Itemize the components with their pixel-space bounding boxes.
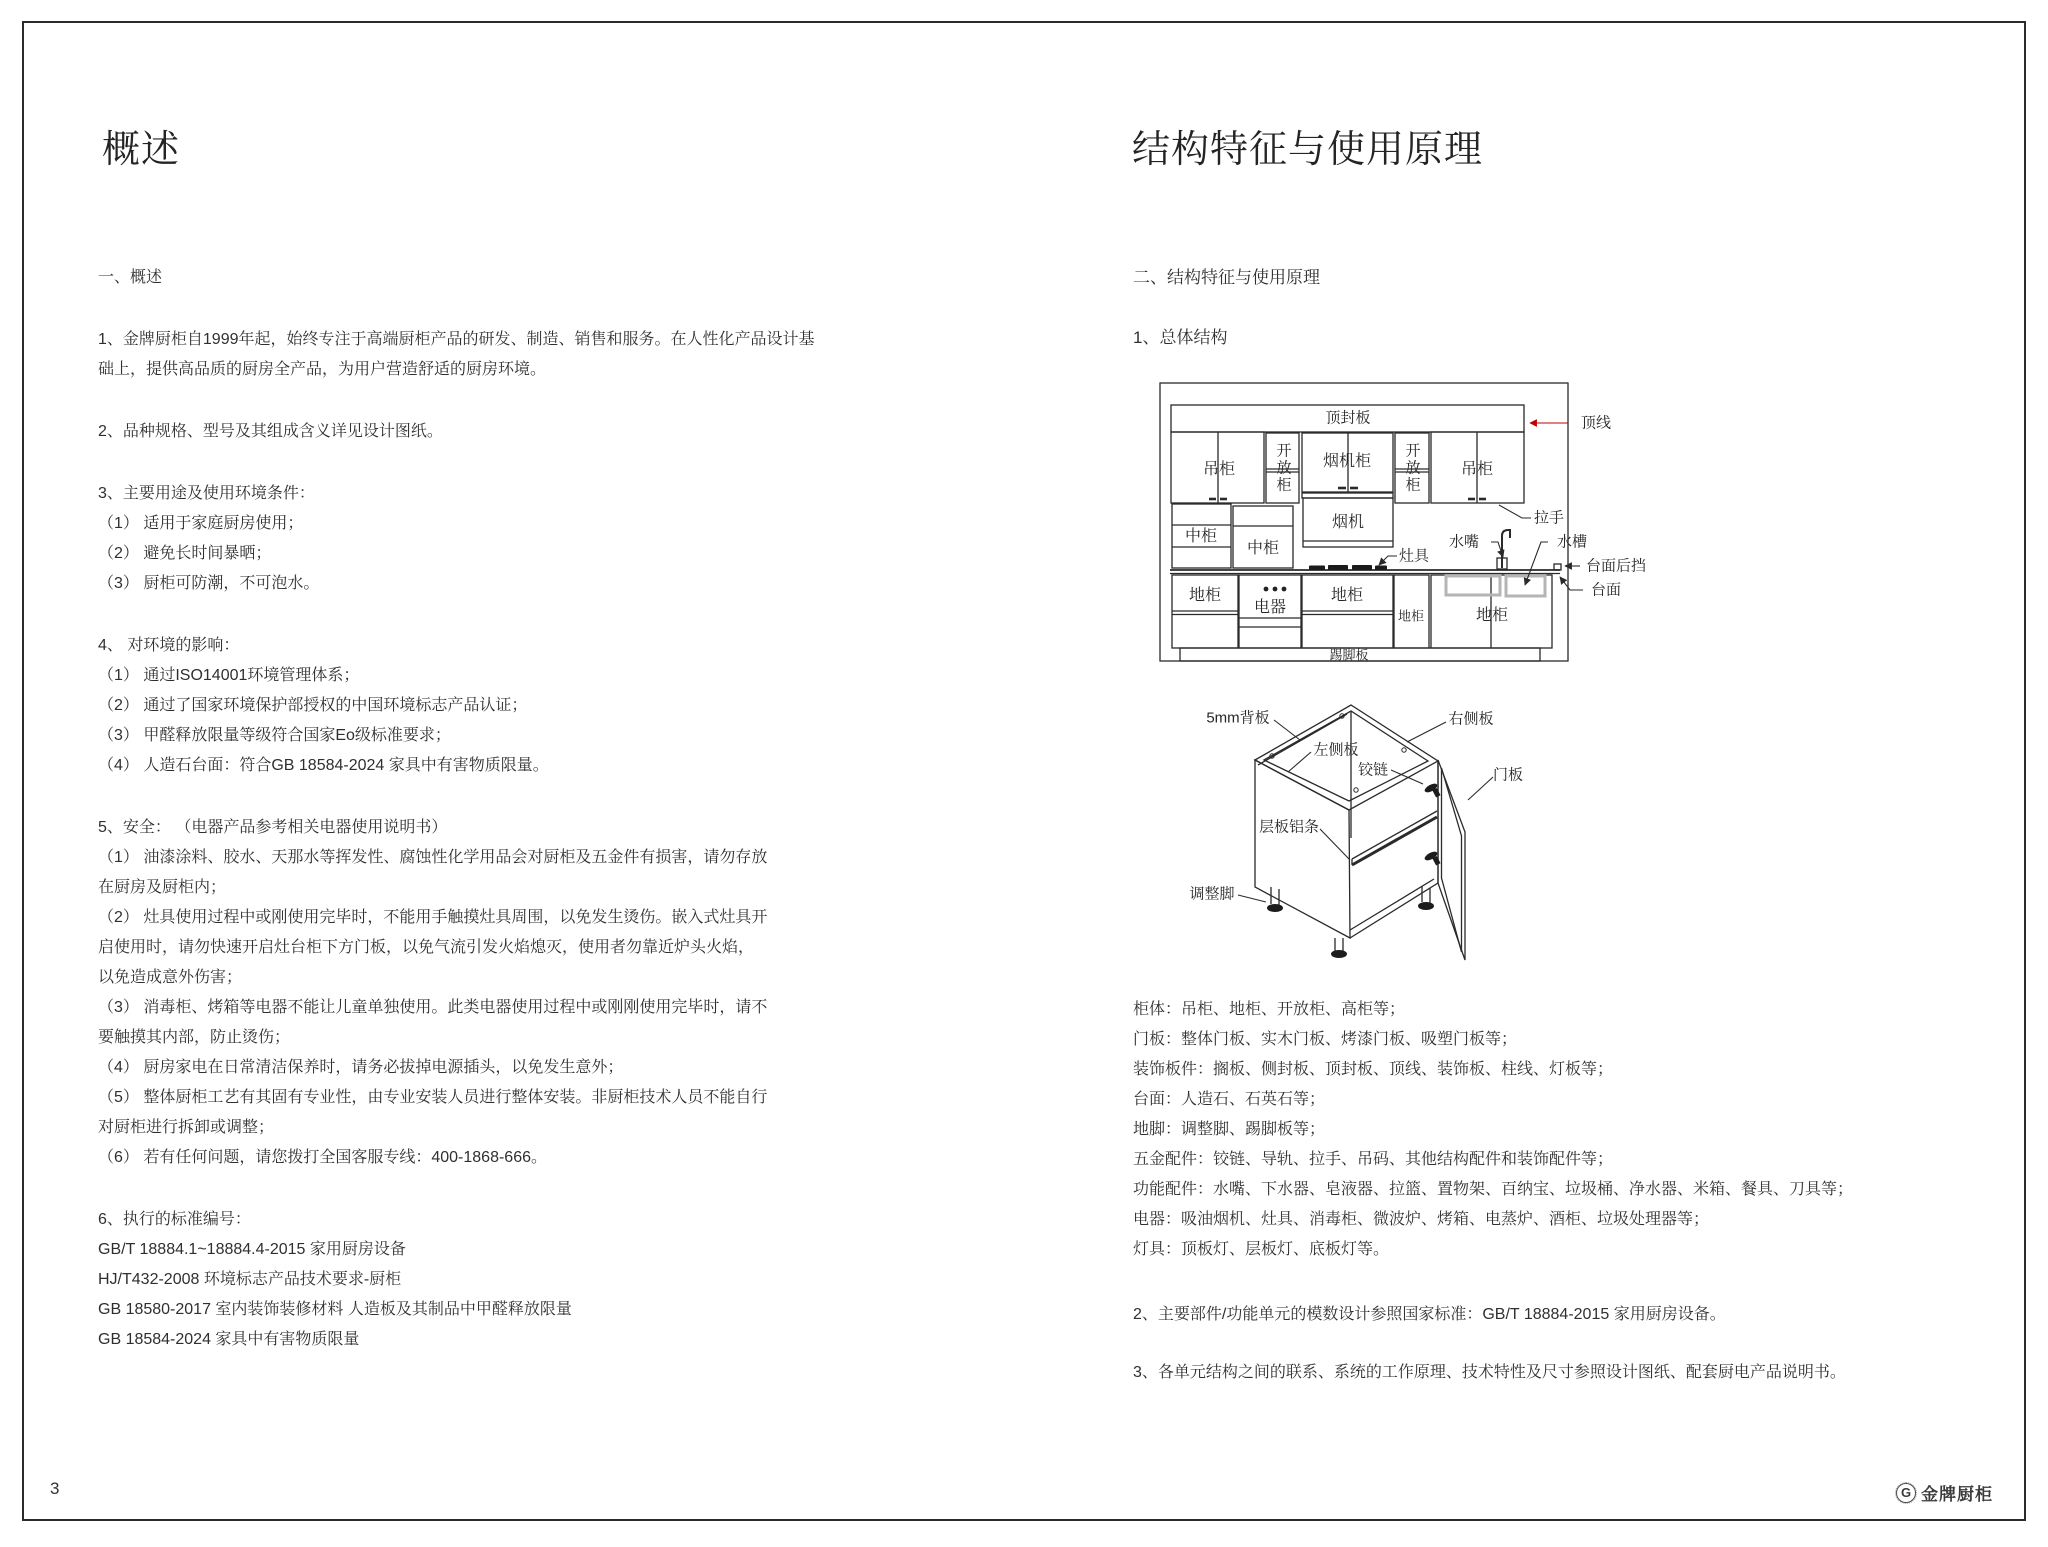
label-top-seal-board: 顶封板 (1325, 409, 1371, 427)
left-paragraph-2 (98, 417, 815, 447)
label-faucet: 水嘴 (1448, 533, 1480, 551)
text-line: 5、安全： （电器产品参考相关电器使用说明书） (98, 819, 448, 836)
text-line: 五金配件：铰链、导轨、拉手、吊码、其他结构配件和装饰配件等； (1133, 1151, 1614, 1168)
text-line: 柜体：吊柜、地柜、开放柜、高柜等； (1133, 1001, 1406, 1018)
label-open-cabinet-right: 开放柜 (1403, 442, 1421, 494)
text-line: 功能配件：水嘴、下水器、皂液器、拉篮、置物架、百纳宝、垃圾桶、净水器、米箱、餐具、刀具等； (1133, 1181, 1854, 1198)
label-base-cabinet-2: 地柜 (1330, 587, 1364, 604)
text-line: 灯具：顶板灯、层板灯、底板灯等。 (1133, 1241, 1390, 1258)
brand-name: 金牌厨柜 (1921, 1485, 1993, 1504)
label-adjustable-foot: 调整脚 (1189, 885, 1235, 903)
text-line: 启使用时，请勿快速开启灶台柜下方门板，以免气流引发火焰熄灭，使用者勿靠近炉头火焰， (98, 939, 755, 956)
left-paragraph-1 (98, 325, 815, 385)
text-line: （2） 通过了国家环境保护部授权的中国环境标志产品认证； (98, 697, 528, 714)
text-line: 台面：人造石、石英石等； (1133, 1091, 1326, 1108)
text-line: 础上，提供高品质的厨房全产品，为用户营造舒适的厨房环境。 (98, 361, 547, 378)
label-base-cabinet-1: 地柜 (1188, 587, 1222, 604)
text-line: （4） 人造石台面：符合GB 18584-2024 家具中有害物质限量。 (98, 757, 549, 774)
label-door-panel: 门板 (1492, 766, 1524, 784)
brand-g-icon: G (1896, 1483, 1916, 1503)
brand-logo (1896, 1480, 1993, 1505)
text-line: 要触摸其内部，防止烫伤； (98, 1029, 291, 1046)
text-line: 在厨房及厨柜内； (98, 879, 227, 896)
text-line: （5） 整体厨柜工艺有其固有专业性，由专业安装人员进行整体安装。非厨柜技术人员不能自行 (98, 1089, 768, 1106)
text-line: （3） 厨柜可防潮，不可泡水。 (98, 575, 320, 592)
text-line: （2） 灶具使用过程中或刚使用完毕时，不能用手触摸灶具周围，以免发生烫伤。嵌入式灶具开 (98, 909, 768, 926)
text-line: （2） 避免长时间暴晒； (98, 545, 272, 562)
text-line: 一、概述 (98, 269, 163, 286)
appliance-knobs (1264, 587, 1287, 592)
text-line: （1） 适用于家庭厨房使用； (98, 515, 304, 532)
right-subsection-overall-structure: 1、总体结构 (1133, 328, 1228, 347)
label-countertop: 台面 (1590, 581, 1622, 599)
text-line: GB 18584-2024 家具中有害物质限量 (98, 1331, 360, 1348)
text-line: 2、品种规格、型号及其组成含义详见设计图纸。 (98, 423, 443, 440)
text-line: HJ/T432-2008 环境标志产品技术要求-厨柜 (98, 1271, 402, 1288)
text-line: 门板：整体门板、实木门板、烤漆门板、吸塑门板等； (1133, 1031, 1518, 1048)
text-line: GB/T 18884.1~18884.4-2015 家用厨房设备 (98, 1241, 406, 1258)
right-page-title: 结构特征与使用原理 (1132, 129, 1484, 171)
text-line: （3） 甲醛释放限量等级符合国家Eo级标准要求； (98, 727, 451, 744)
text-line: 6、执行的标准编号： (98, 1211, 251, 1228)
label-back-panel-5mm: 5mm背板 (1206, 709, 1270, 727)
label-wall-cabinet-right: 吊柜 (1460, 461, 1494, 478)
label-mid-cabinet-right: 中柜 (1246, 540, 1280, 557)
left-paragraph-5-safety (98, 813, 815, 1173)
label-kick-board: 踢脚板 (1329, 647, 1369, 663)
label-handle: 拉手 (1533, 509, 1565, 527)
label-shelf-aluminum-strip: 层板铝条 (1258, 818, 1320, 836)
text-line: 3、主要用途及使用环境条件： (98, 485, 315, 502)
label-counter-backsplash: 台面后挡 (1585, 557, 1647, 575)
label-base-cabinet-4: 地柜 (1475, 607, 1509, 624)
label-sink: 水槽 (1556, 533, 1588, 551)
label-range-hood: 烟机 (1331, 514, 1365, 531)
label-wall-cabinet-left: 吊柜 (1202, 461, 1236, 478)
text-line: （1） 通过ISO14001环境管理体系； (98, 667, 360, 684)
base-cabinet-3d-diagram (1160, 690, 1680, 980)
page-number: 3 (50, 1479, 60, 1498)
label-open-cabinet-left: 开放柜 (1274, 442, 1292, 494)
text-line: （6） 若有任何问题，请您拨打全国客服专线：400-1868-666。 (98, 1149, 547, 1166)
label-base-cabinet-3: 地柜 (1397, 608, 1425, 624)
sink-basins (1446, 576, 1545, 596)
text-line: 1、金牌厨柜自1999年起，始终专注于高端厨柜产品的研发、制造、销售和服务。在人性化产品设计基 (98, 331, 815, 348)
label-left-side-panel: 左侧板 (1313, 741, 1359, 759)
label-top-line: 顶线 (1580, 414, 1612, 432)
label-hinge: 铰链 (1357, 761, 1389, 779)
label-right-side-panel: 右侧板 (1448, 710, 1494, 728)
feet-and-hinges (1267, 782, 1441, 958)
label-appliance: 电器 (1253, 599, 1287, 616)
right-paragraph-2: 2、主要部件/功能单元的模数设计参照国家标准：GB/T 18884-2015 家用厨房设备。 (1133, 1306, 1726, 1323)
label-hood-cabinet: 烟机柜 (1322, 453, 1372, 470)
left-paragraph-6-standards (98, 1205, 815, 1355)
components-list (1133, 995, 1853, 1265)
right-section-heading: 二、结构特征与使用原理 (1133, 268, 1320, 287)
text-line: 装饰板件：搁板、侧封板、顶封板、顶线、装饰板、柱线、灯板等； (1133, 1061, 1614, 1078)
text-line: 对厨柜进行拆卸或调整； (98, 1119, 275, 1136)
label-mid-cabinet-left: 中柜 (1184, 528, 1218, 545)
text-line: （3） 消毒柜、烤箱等电器不能让儿童单独使用。此类电器使用过程中或刚刚使用完毕时，请不 (98, 999, 768, 1016)
label-cooktop: 灶具 (1398, 547, 1430, 565)
text-line: 以免造成意外伤害； (98, 969, 243, 986)
text-line: 4、 对环境的影响： (98, 637, 240, 654)
text-line: （4） 厨房家电在日常清洁保养时，请务必拔掉电源插头，以免发生意外； (98, 1059, 624, 1076)
text-line: GB 18580-2017 室内装饰装修材料 人造板及其制品中甲醛释放限量 (98, 1301, 572, 1318)
text-line: （1） 油漆涂料、胶水、天那水等挥发性、腐蚀性化学用品会对厨柜及五金件有损害，请勿存放 (98, 849, 768, 866)
left-paragraph-3 (98, 479, 815, 599)
left-column-text (98, 263, 815, 1387)
right-paragraph-3: 3、各单元结构之间的联系、系统的工作原理、技术特性及尺寸参照设计图纸、配套厨电产品说明书。 (1133, 1364, 1846, 1381)
left-heading-block (98, 263, 815, 293)
text-line: 电器：吸油烟机、灶具、消毒柜、微波炉、烤箱、电蒸炉、酒柜、垃圾处理器等； (1133, 1211, 1710, 1228)
text-line: 地脚：调整脚、踢脚板等； (1133, 1121, 1326, 1138)
left-page-title: 概述 (102, 129, 181, 171)
left-paragraph-4 (98, 631, 815, 781)
